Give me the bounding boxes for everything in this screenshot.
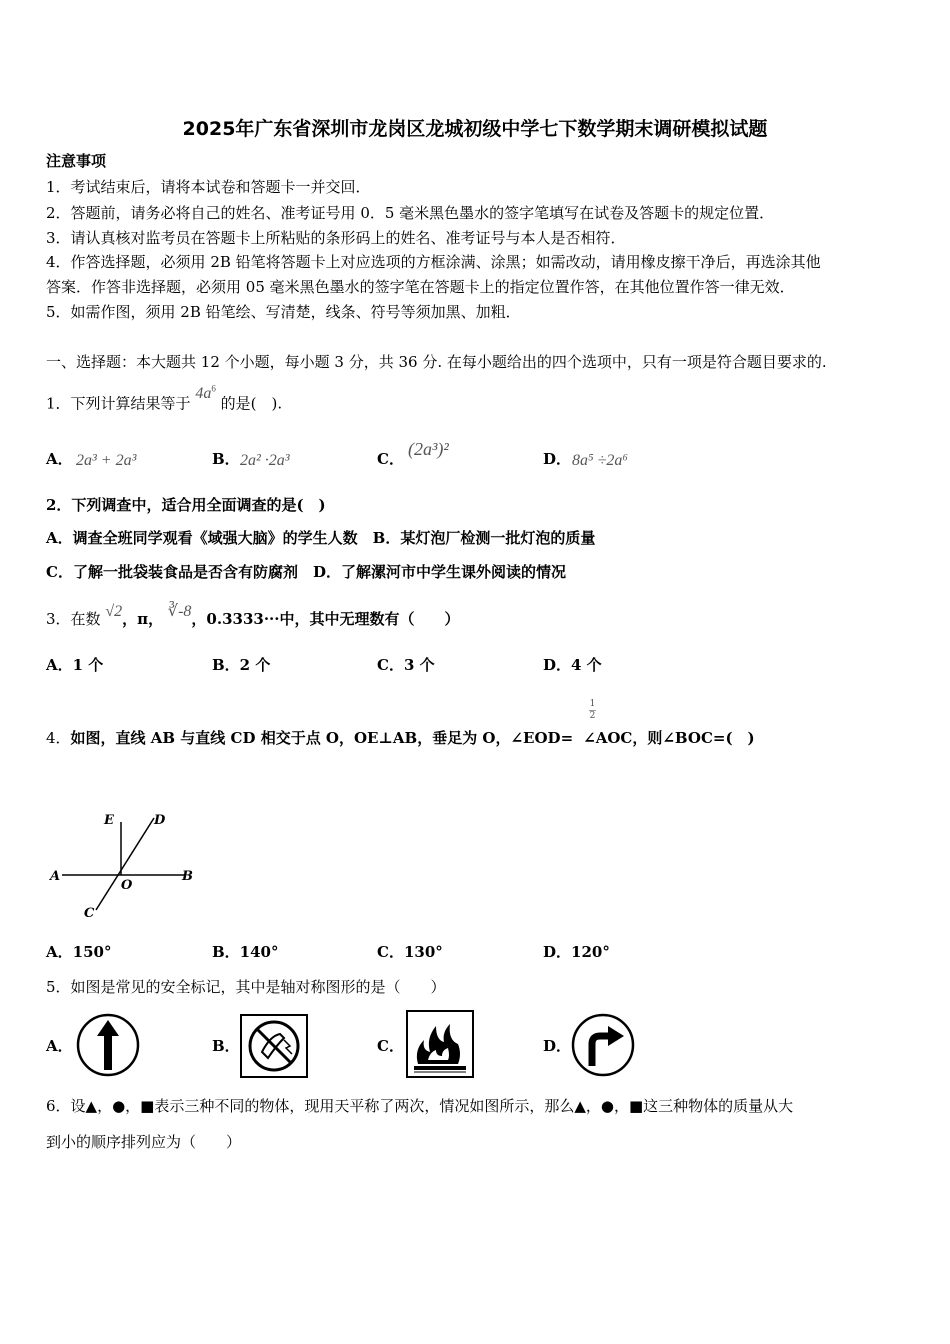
q1-option-b-label: B． [212, 450, 240, 468]
question-1 [46, 384, 283, 413]
q3-option-c: C．3 个 [377, 656, 435, 674]
q5-option-a-label: A． [46, 1037, 73, 1055]
label-c: C [84, 906, 95, 921]
question-3: 3．在数 √2，π， ∛-8，0.3333···中，其中无理数有（ ） [46, 603, 460, 628]
question-2: 2．下列调查中，适合用全面调查的是( ) [46, 496, 326, 514]
q1-option-a: 2a³ + 2a³ [76, 452, 137, 469]
q3-option-a: A．1 个 [46, 656, 104, 674]
q1-number: 1． [46, 394, 71, 413]
label-a: A [50, 869, 61, 884]
up-arrow-sign-icon [75, 1012, 141, 1078]
notice-item: 答案．作答非选择题，必须用 05 毫米黑色墨水的签字笔在答题卡上的指定位置作答，在其他位置作答一律无效． [46, 278, 795, 296]
q1-option-d: 8a⁵ ÷2a⁶ [572, 452, 628, 469]
q4-option-d: D．120° [543, 943, 610, 961]
q4-option-c: C．130° [377, 943, 443, 961]
label-e: E [104, 813, 114, 828]
no-phone-sign-icon [240, 1014, 308, 1078]
label-o: O [121, 878, 133, 893]
q3-option-d: D．4 个 [543, 656, 602, 674]
notice-item: 4．作答选择题，必须用 2B 铅笔将答题卡上对应选项的方框涂满、涂黑；如需改动，请用橡皮擦干净后，再选涂其他 [46, 253, 821, 271]
flammable-sign-icon [406, 1010, 474, 1078]
question-6-cont: 到小的顺序排列应为（ ） [46, 1133, 242, 1151]
question-6: 6．设▲，●，■表示三种不同的物体，现用天平称了两次，情况如图所示，那么▲，●，■这三种物体的质量从大 [46, 1097, 794, 1115]
question-5: 5．如图是常见的安全标记，其中是轴对称图形的是（ ） [46, 978, 446, 996]
section-heading: 一、选择题：本大题共 12 个小题，每小题 3 分，共 36 分. 在每小题给出的四个选项中，只有一项是符合题目要求的. [46, 353, 827, 371]
q5-option-c-label: C． [377, 1037, 404, 1055]
turn-right-sign-icon [570, 1012, 636, 1078]
q3-sqrt: √2 [105, 603, 123, 620]
notice-item: 3．请认真核对监考员在答题卡上所粘贴的条形码上的姓名、准考证号与本人是否相符． [46, 229, 626, 247]
q1-option-a-label: A． [46, 450, 73, 468]
q5-option-d-label: D． [543, 1037, 572, 1055]
question-4: 4．如图，直线 AB 与直线 CD 相交于点 O，OE⊥AB，垂足为 O，∠EOD= ∠AOC，则∠BOC=( ) [46, 729, 755, 747]
notice-heading: 注意事项 [46, 152, 107, 170]
q1-pre: 下列计算结果等于 [70, 394, 191, 413]
q3-cbrt: ∛-8 [167, 603, 192, 620]
q4-fraction: 1 2 [589, 699, 596, 721]
q2-options-line: A．调查全班同学观看《域强大脑》的学生人数 B．某灯泡厂检测一批灯泡的质量 [46, 529, 596, 547]
q1-option-b: 2a² ·2a³ [240, 452, 290, 469]
q1-expression: $4a^6$ [195, 384, 216, 403]
q1-option-d-label: D． [543, 450, 572, 468]
q1-option-c-label: C． [377, 450, 404, 468]
q1-post: 的是( ). [220, 394, 283, 413]
label-d: D [154, 813, 166, 828]
q5-option-b-label: B． [212, 1037, 240, 1055]
q4-figure [44, 808, 204, 924]
q1-option-c: (2a³)² [408, 439, 449, 459]
q2-options-line: C．了解一批袋装食品是否含有防腐剂 D．了解漯河市中学生课外阅读的情况 [46, 563, 566, 581]
q4-option-a: A．150° [46, 943, 112, 961]
q4-option-b: B．140° [212, 943, 279, 961]
notice-item: 2．答题前，请务必将自己的姓名、准考证号用 0．5 毫米黑色墨水的签字笔填写在试卷及答题卡的规定位置． [46, 204, 775, 222]
label-b: B [182, 869, 193, 884]
notice-item: 1．考试结束后，请将本试卷和答题卡一并交回． [46, 178, 371, 196]
q3-option-b: B．2 个 [212, 656, 271, 674]
notice-item: 5．如需作图，须用 2B 铅笔绘、写清楚，线条、符号等须加黑、加粗． [46, 303, 521, 321]
page-title: 2025年广东省深圳市龙岗区龙城初级中学七下数学期末调研模拟试题 [182, 118, 768, 140]
